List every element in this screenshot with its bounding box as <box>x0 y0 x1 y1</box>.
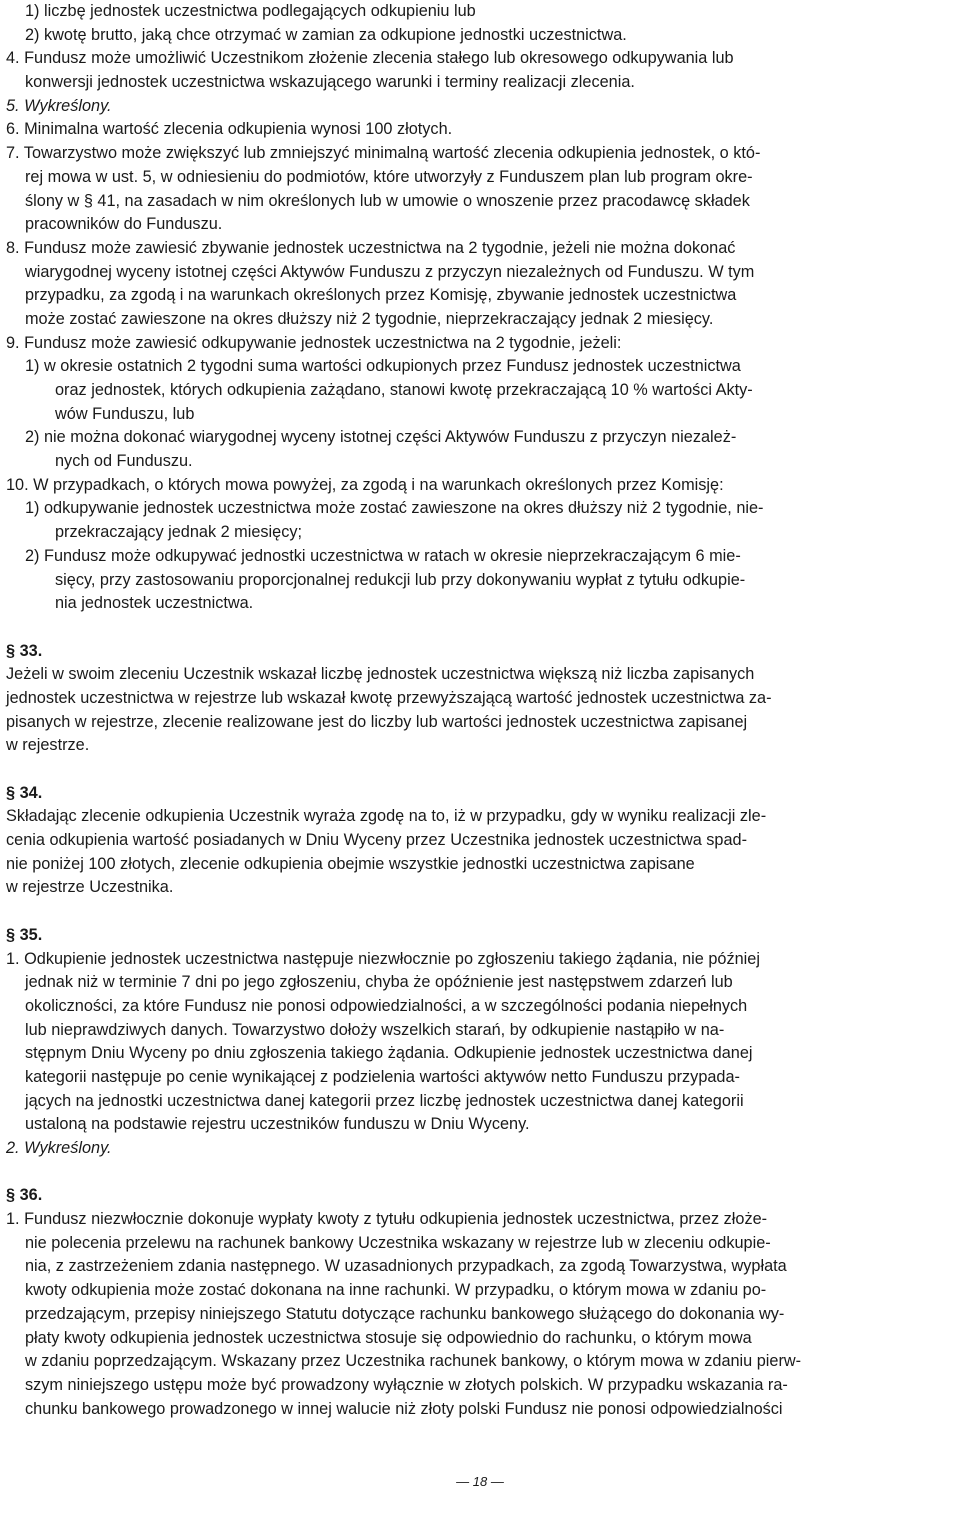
text-line: 1) w okresie ostatnich 2 tygodni suma wartości odkupionych przez Fundusz jednostek uczestnictwa <box>25 357 741 376</box>
text-line: wiarygodnej wyceny istotnej części Aktywów Funduszu z przyczyn niezależnych od Funduszu. W tym <box>25 262 755 281</box>
text-line: szym niniejszego ustępu może być prowadzony wyłącznie w złotych polskich. W przypadku wskazania ra- <box>25 1375 788 1394</box>
text-line: lub nieprawdziwych danych. Towarzystwo dołoży wszelkich starań, by odkupienie nastąpiło w na- <box>25 1020 725 1039</box>
text-line: jących na jednostki uczestnictwa danej kategorii przez liczbę jednostek uczestnictwa danej kategorii <box>25 1091 744 1110</box>
text-line: 2) kwotę brutto, jaką chce otrzymać w zamian za odkupione jednostki uczestnictwa. <box>25 25 627 44</box>
spacer <box>6 900 956 924</box>
text-line: przedzającym, przepisy niniejszego Statutu dotyczące rachunku bankowego służącego do dokonania wy- <box>25 1304 785 1323</box>
spacer <box>6 616 956 640</box>
spacer <box>6 1161 956 1185</box>
text-line: nia, z zastrzeżeniem zdania następnego. W uzasadnionych przypadkach, za zgodą Towarzystwa, wypłata <box>25 1257 787 1276</box>
section-heading: § 33. <box>6 641 43 660</box>
text-line: pisanych w rejestrze, zlecenie realizowane jest do liczby lub wartości jednostek uczestnictwa zapisanej <box>6 712 748 731</box>
page-footer <box>0 1474 960 1489</box>
text-line: okoliczności, za które Fundusz nie ponosi odpowiedzialności, a w szczególności podania niepełnych <box>25 996 748 1015</box>
spacer <box>6 758 956 782</box>
text-line: 6. Minimalna wartość zlecenia odkupienia wynosi 100 złotych. <box>6 120 453 139</box>
text-line: wów Funduszu, lub <box>55 404 195 423</box>
page-number-dash: — <box>487 1474 504 1489</box>
text-line: ustaloną na podstawie rejestru uczestników funduszu w Dniu Wyceny. <box>25 1115 530 1134</box>
section-heading: § 34. <box>6 783 43 802</box>
text-line: Jeżeli w swoim zleceniu Uczestnik wskazał liczbę jednostek uczestnictwa większą niż liczba zapisanych <box>6 665 755 684</box>
page-number: 18 <box>472 1474 488 1489</box>
text-line: przypadku, za zgodą i na warunkach określonych przez Komisję, zbywanie jednostek uczestnictwa <box>25 286 737 305</box>
text-line: sięcy, przy zastosowaniu proporcjonalnej redukcji lub przy dokonywaniu wypłat z tytułu odkupie- <box>55 570 746 589</box>
text-line: 2) nie można dokonać wiarygodnej wyceny istotnej części Aktywów Funduszu z przyczyn niezależ- <box>25 428 737 447</box>
text-line: w zdaniu poprzedzającym. Wskazany przez Uczestnika rachunek bankowy, o którym mowa w zdaniu pierw- <box>25 1352 802 1371</box>
text-line: przekraczający jednak 2 miesięcy; <box>55 523 303 542</box>
page-number-dash: — <box>456 1474 473 1489</box>
text-line: 2. Wykreślony. <box>6 1139 112 1157</box>
text-line: 1. Odkupienie jednostek uczestnictwa następuje niezwłocznie po zgłoszeniu takiego żądania, nie później <box>6 949 760 968</box>
text-line: nie polecenia przelewu na rachunek bankowy Uczestnika wskazany w rejestrze lub w zleceniu odkupie- <box>25 1233 771 1252</box>
text-line: 5. Wykreślony. <box>6 96 112 115</box>
text-line: może zostać zawieszone na okres dłuższy niż 2 tygodnie, nieprzekraczający jednak 2 miesięcy. <box>25 309 714 328</box>
text-line: nia jednostek uczestnictwa. <box>55 594 254 613</box>
text-line: 1. Fundusz niezwłocznie dokonuje wypłaty kwoty z tytułu odkupienia jednostek uczestnictwa, przez złoże- <box>6 1210 768 1229</box>
text-line: w rejestrze. <box>6 736 90 755</box>
text-line: cenia odkupienia wartość posiadanych w Dniu Wyceny przez Uczestnika jednostek uczestnictwa spad- <box>6 831 748 850</box>
section-heading: § 36. <box>6 1186 43 1205</box>
text-line: jednak niż w terminie 7 dni po jego zgłoszeniu, chyba że opóźnienie jest następstwem zdarzeń lub <box>25 973 733 992</box>
text-line: 4. Fundusz może umożliwić Uczestnikom złożenie zlecenia stałego lub okresowego odkupywania lub <box>6 49 734 68</box>
text-line: 1) liczbę jednostek uczestnictwa podlegających odkupieniu lub <box>25 2 476 20</box>
text-line: konwersji jednostek uczestnictwa wskazującego warunki i terminy realizacji zlecenia. <box>25 73 635 92</box>
section-heading: § 35. <box>6 925 43 944</box>
text-line: 8. Fundusz może zawiesić zbywanie jednostek uczestnictwa na 2 tygodnie, jeżeli nie można dokonać <box>6 238 736 257</box>
text-line: chunku bankowego prowadzonego w innej walucie niż złoty polski Fundusz nie ponosi odpowiedzialności <box>25 1399 783 1418</box>
text-line: płaty kwoty odkupienia jednostek uczestnictwa stosuje się odpowiednio do rachunku, o którym mowa <box>25 1328 752 1347</box>
text-line: jednostek uczestnictwa w rejestrze lub wskazał kwotę przewyższającą wartość jednostek uczestnictwa za- <box>6 688 772 707</box>
text-line: rej mowa w ust. 5, w odniesieniu do podmiotów, które utworzyły z Funduszem plan lub program okre- <box>25 167 753 186</box>
document-body <box>6 0 956 1421</box>
text-line: Składając zlecenie odkupienia Uczestnik wyraża zgodę na to, iż w przypadku, gdy w wyniku realizacji zle- <box>6 807 767 826</box>
text-line: w rejestrze Uczestnika. <box>6 878 174 897</box>
text-line: 9. Fundusz może zawiesić odkupywanie jednostek uczestnictwa na 2 tygodnie, jeżeli: <box>6 333 622 352</box>
text-line: 1) odkupywanie jednostek uczestnictwa może zostać zawieszone na okres dłuższy niż 2 tygodnie, nie- <box>25 499 764 518</box>
text-line: kategorii następuje po cenie wynikającej z podzielenia wartości aktywów netto Funduszu przypada- <box>25 1067 740 1086</box>
text-line: stępnym Dniu Wyceny po dniu zgłoszenia takiego żądania. Odkupienie jednostek uczestnictwa danej <box>25 1044 753 1063</box>
text-line: nie poniżej 100 złotych, zlecenie odkupienia obejmie wszystkie jednostki uczestnictwa zapisane <box>6 854 695 873</box>
text-line: nych od Funduszu. <box>55 452 193 471</box>
text-line: ślony w § 41, na zasadach w nim określonych lub w umowie o wnoszenie przez pracodawcę składek <box>25 191 750 210</box>
text-line: 10. W przypadkach, o których mowa powyżej, za zgodą i na warunkach określonych przez Komisję: <box>6 475 724 494</box>
text-line: oraz jednostek, których odkupienia zażądano, stanowi kwotę przekraczającą 10 % wartości Akty- <box>55 381 753 399</box>
text-line: 7. Towarzystwo może zwiększyć lub zmniejszyć minimalną wartość zlecenia odkupienia jednostek, o któ- <box>6 144 761 163</box>
text-line: 2) Fundusz może odkupywać jednostki uczestnictwa w ratach w okresie nieprzekraczającym 6 mie- <box>25 546 741 565</box>
text-line: kwoty odkupienia może zostać dokonana na inne rachunki. W przypadku, o którym mowa w zdaniu po- <box>25 1281 767 1300</box>
text-line: pracowników do Funduszu. <box>25 215 223 234</box>
